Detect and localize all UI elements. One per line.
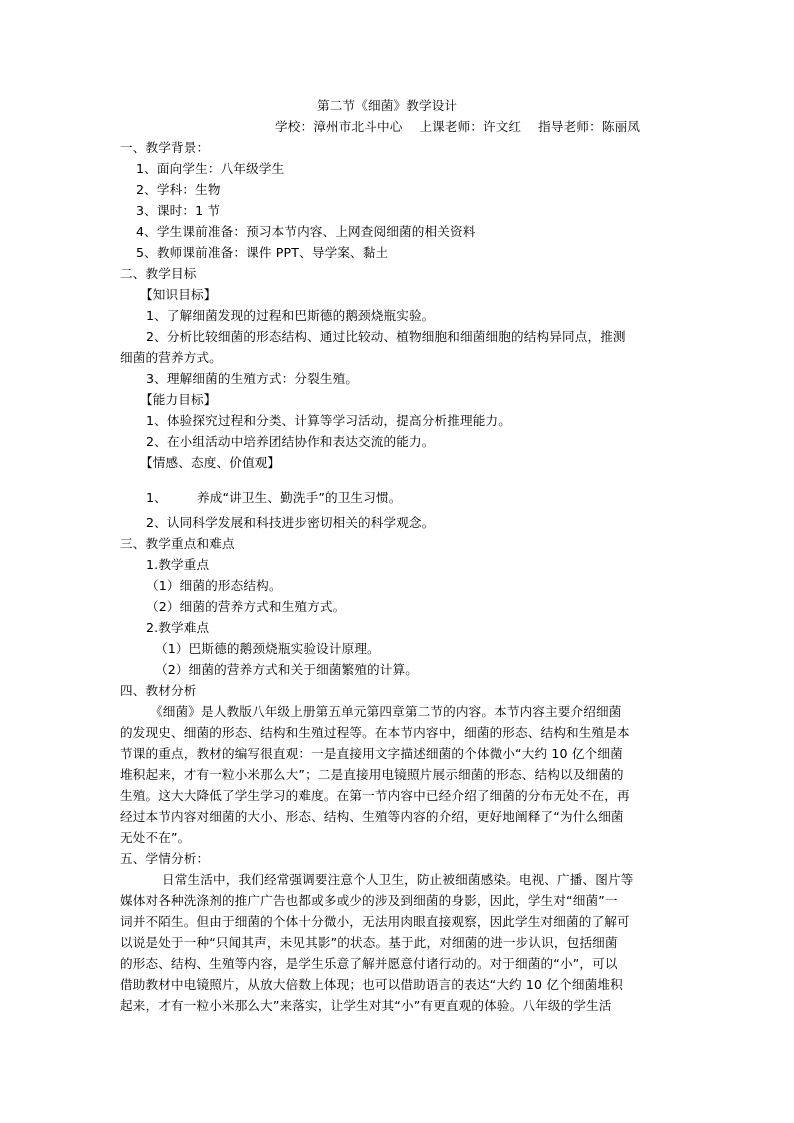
- background-item-2: 2、学科：生物: [136, 182, 221, 197]
- section-textbook-heading: 四、教材分析: [120, 683, 197, 698]
- section-student-analysis-heading: 五、学情分析：: [120, 851, 210, 866]
- textbook-line-4: 堆积起来，才有一粒小米那么大”；二是直接用电镜照片展示细菌的形态、结构以及细菌的: [120, 767, 624, 782]
- student-analysis-line-1: 日常生活中，我们经常强调要注意个人卫生，防止被细菌感染。电视、广播、图片等: [162, 872, 634, 887]
- difficulty-item-2: （2）细菌的营养方式和关于细菌繁殖的计算。: [155, 662, 419, 677]
- school-teacher-info: 学校：漳州市北斗中心 上课老师：许文红 指导老师：陈丽凤: [275, 119, 641, 134]
- focus-item-2: （2）细菌的营养方式和生殖方式。: [146, 599, 346, 614]
- textbook-line-3: 节课的重点，教材的编写很直观：一是直接用文字描述细菌的个体微小“大约 10 亿个细菌: [120, 746, 623, 761]
- difficulty-item-1: （1）巴斯德的鹅颈烧瓶实验设计原理。: [155, 641, 380, 656]
- background-item-5: 5、教师课前准备：课件 PPT、导学案、黏土: [136, 245, 389, 260]
- student-analysis-line-7: 起来，才有一粒小米那么大”来落实，让学生对其“小”有更直观的体验。八年级的学生活: [120, 998, 612, 1013]
- emotion-item-1: 养成“讲卫生、勤洗手”的卫生习惯。: [197, 490, 402, 505]
- background-item-4: 4、学生课前准备：预习本节内容、上网查阅细菌的相关资料: [136, 224, 476, 239]
- ability-item-1: 1、体验探究过程和分类、计算等学习活动，提高分析推理能力。: [146, 413, 511, 428]
- background-item-3: 3、课时：1 节: [136, 203, 221, 218]
- knowledge-item-1: 1、了解细菌发现的过程和巴斯德的鹅颈烧瓶实验。: [146, 308, 435, 323]
- student-analysis-line-2: 媒体对各种洗涤剂的推广广告也都或多或少的涉及到细菌的身影，因此，学生对“细菌”一: [120, 893, 618, 908]
- textbook-line-1: 《细菌》是人教版八年级上册第五单元第四章第二节的内容。本节内容主要介绍细菌: [150, 704, 622, 719]
- section-background-heading: 一、教学背景：: [120, 140, 210, 155]
- focus-item-1: （1）细菌的形态结构。: [146, 578, 282, 593]
- focus-label: 1.教学重点: [146, 557, 210, 572]
- background-item-1: 1、面向学生：八年级学生: [136, 161, 285, 176]
- textbook-line-2: 的发现史、细菌的形态、结构和生殖过程等。在本节内容中，细菌的形态、结构和生殖是本: [120, 725, 630, 740]
- textbook-line-6: 经过本节内容对细菌的大小、形态、结构、生殖等内容的介绍，更好地阐释了“为什么细菌: [120, 809, 624, 824]
- knowledge-objectives-label: 【知识目标】: [140, 287, 217, 302]
- knowledge-item-2-cont: 细菌的营养方式。: [120, 350, 222, 365]
- student-analysis-line-5: 的形态、结构、生殖等内容，是学生乐意了解并愿意付诸行动的。对于细菌的“小”，可以: [120, 956, 618, 971]
- document-title: 第二节《细菌》教学设计: [317, 98, 458, 113]
- textbook-line-7: 无处不在”。: [120, 830, 191, 845]
- section-objectives-heading: 二、教学目标: [120, 266, 197, 281]
- difficulty-label: 2.教学难点: [146, 620, 210, 635]
- student-analysis-line-6: 借助教材中电镜照片，从放大倍数上体现；也可以借助语言的表达“大约 10 亿个细菌堆积: [120, 977, 623, 992]
- ability-objectives-label: 【能力目标】: [140, 392, 217, 407]
- ability-item-2: 2、在小组活动中培养团结协作和表达交流的能力。: [146, 434, 435, 449]
- emotion-item-1-number: 1、: [146, 490, 167, 505]
- knowledge-item-2: 2、分析比较细菌的形态结构、通过比较动、植物细胞和细菌细胞的结构异同点，推测: [146, 329, 626, 344]
- student-analysis-line-3: 词并不陌生。但由于细菌的个体十分微小，无法用肉眼直接观察，因此学生对细菌的了解可: [120, 914, 630, 929]
- emotion-objectives-label: 【情感、态度、价值观】: [140, 455, 281, 470]
- textbook-line-5: 生殖。这大大降低了学生学习的难度。在第一节内容中已经介绍了细菌的分布无处不在，再: [120, 788, 630, 803]
- knowledge-item-3: 3、理解细菌的生殖方式：分裂生殖。: [146, 371, 359, 386]
- student-analysis-line-4: 以说是处于一种“只闻其声，未见其影”的状态。基于此，对细菌的进一步认识，包括细菌: [120, 935, 618, 950]
- emotion-item-2: 2、认同科学发展和科技进步密切相关的科学观念。: [146, 515, 435, 530]
- section-key-points-heading: 三、教学重点和难点: [120, 536, 235, 551]
